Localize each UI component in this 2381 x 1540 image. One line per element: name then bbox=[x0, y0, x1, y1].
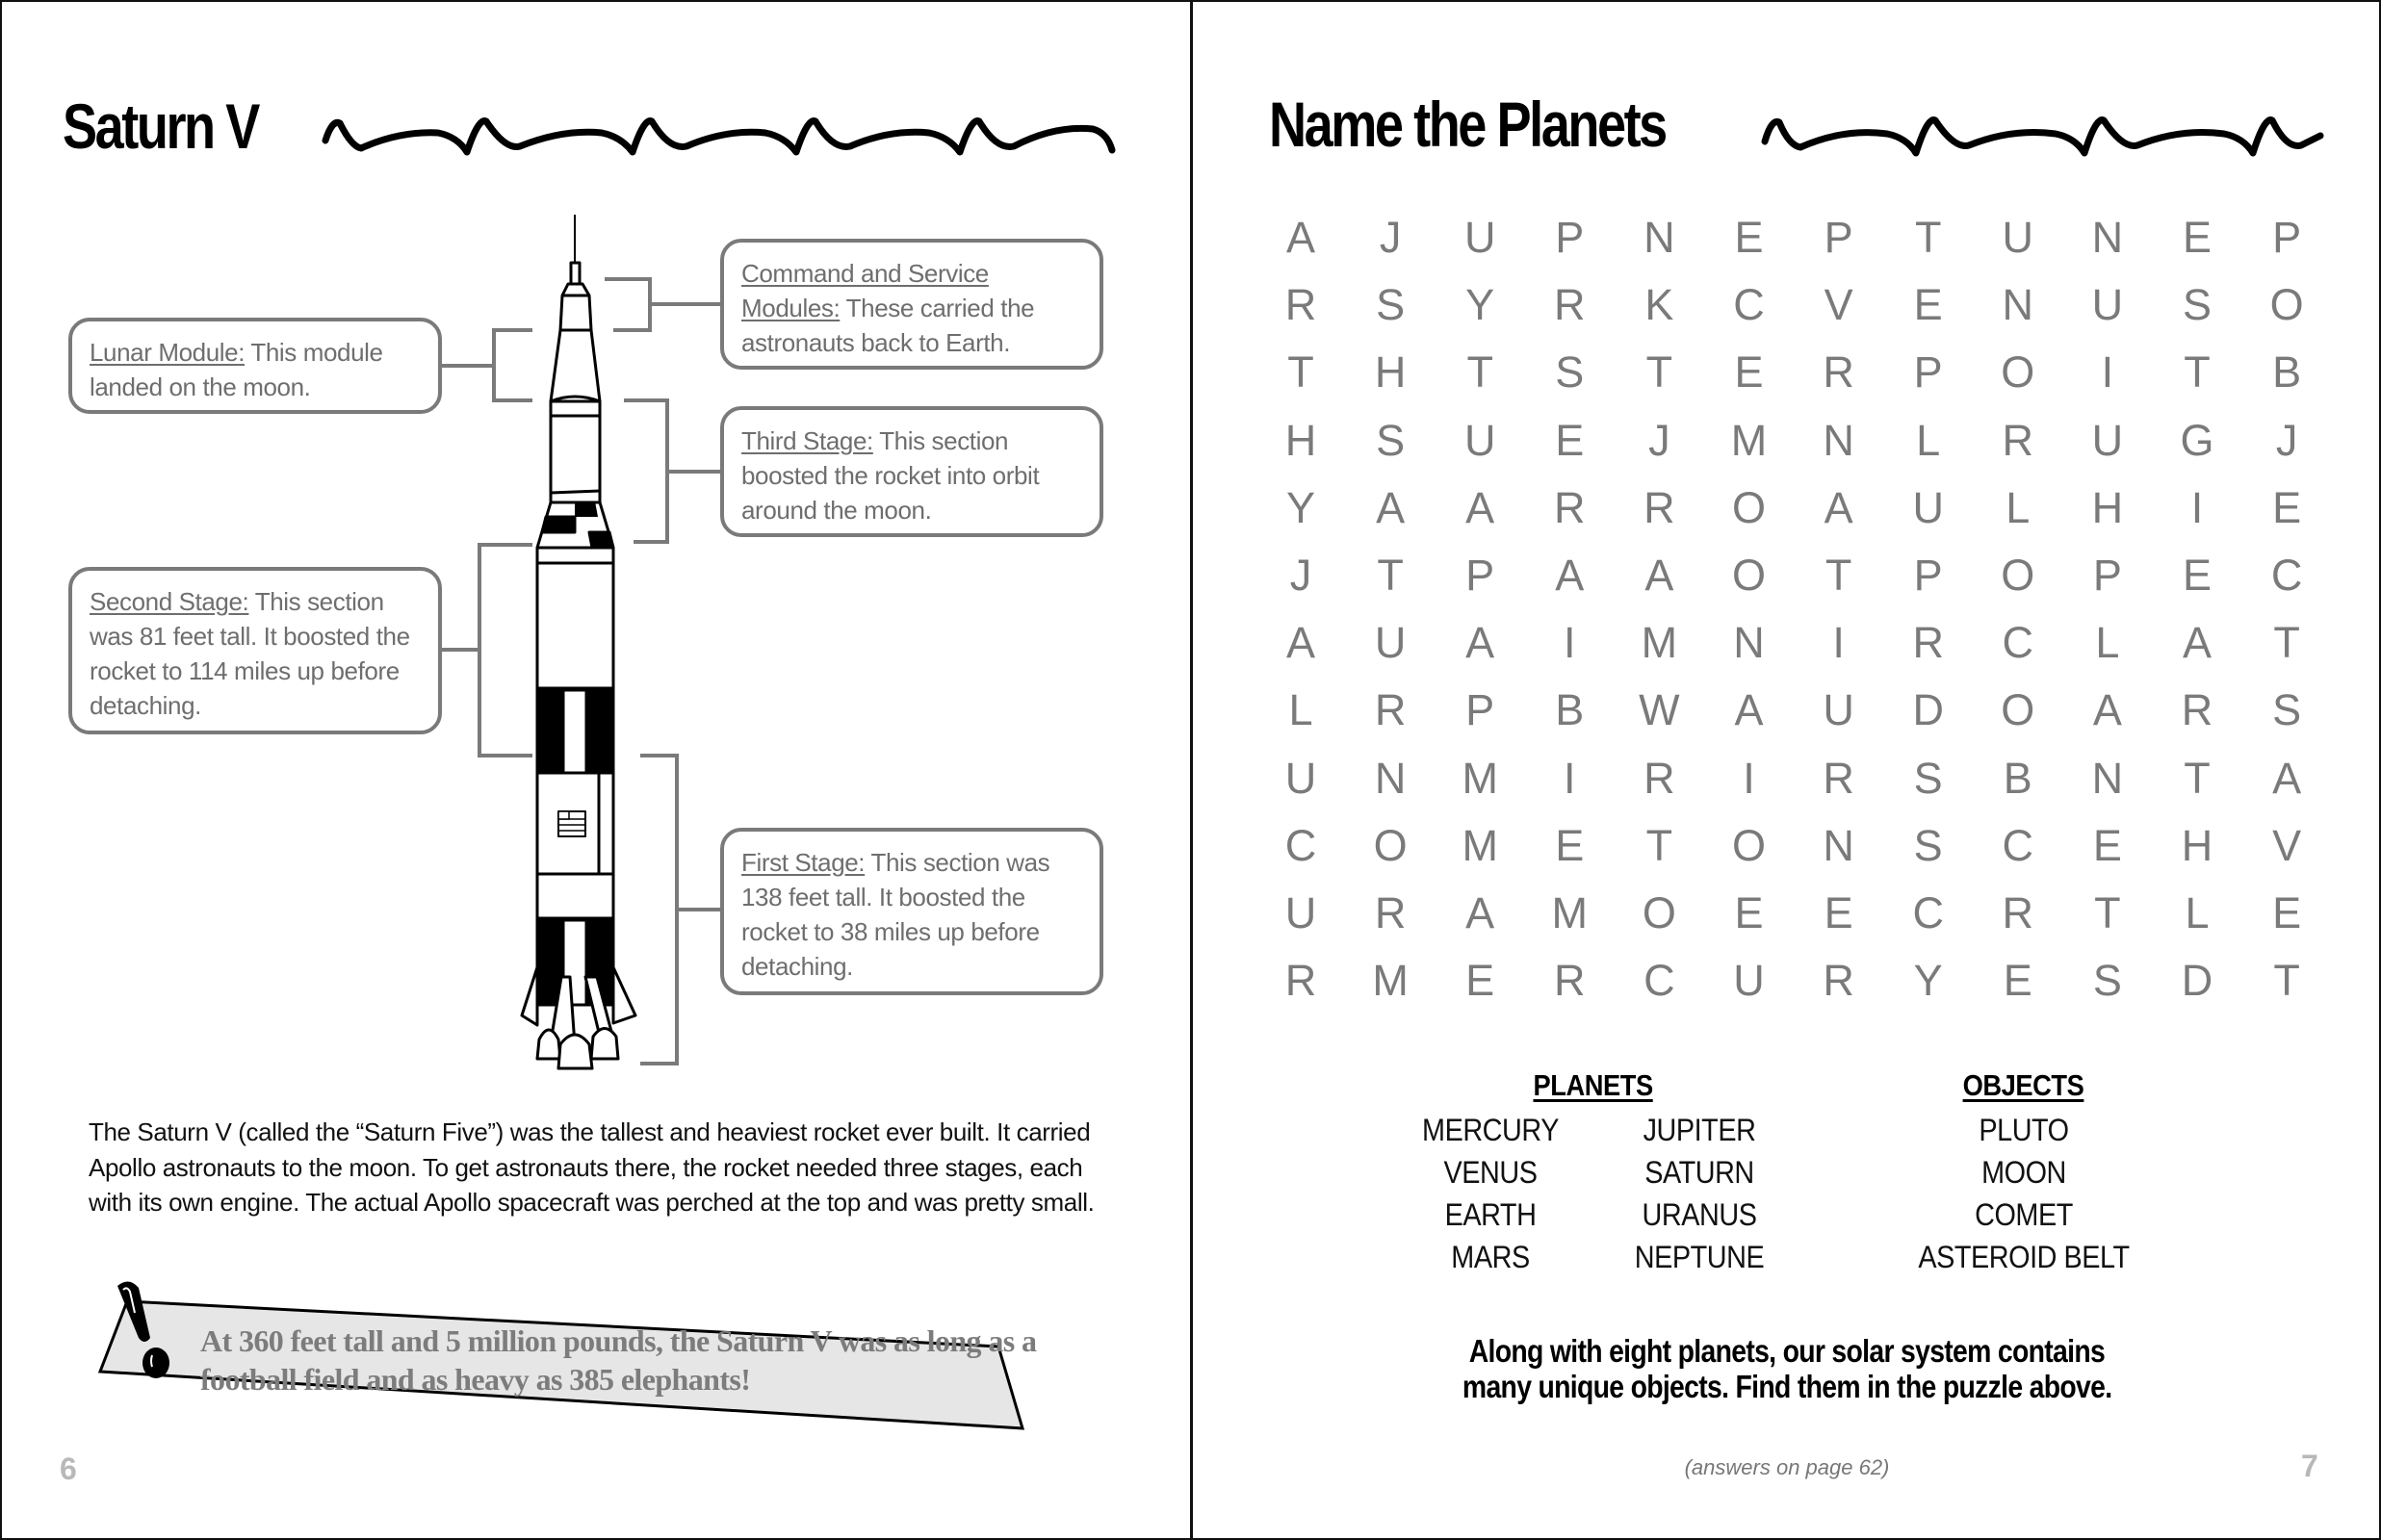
word-list-item: JUPITER bbox=[1643, 1113, 1756, 1147]
grid-cell[interactable]: R bbox=[1643, 753, 1675, 803]
grid-cell[interactable]: B bbox=[2003, 753, 2032, 803]
grid-cell[interactable]: P bbox=[1824, 213, 1853, 262]
grid-cell[interactable]: W bbox=[1639, 685, 1680, 735]
grid-cell[interactable]: M bbox=[1462, 753, 1498, 803]
grid-cell[interactable]: U bbox=[1284, 888, 1317, 937]
grid-cell[interactable]: S bbox=[2182, 280, 2212, 330]
left-page bbox=[0, 0, 1190, 1540]
grid-cell[interactable]: M bbox=[1551, 888, 1589, 937]
grid-cell[interactable]: P bbox=[1465, 685, 1495, 735]
objects-heading: OBJECTS bbox=[1962, 1068, 2084, 1102]
grid-cell[interactable]: S bbox=[1555, 347, 1585, 398]
grid-cell[interactable]: A bbox=[1285, 618, 1315, 668]
answers-reference: (answers on page 62) bbox=[1684, 1455, 1890, 1479]
grid-cell[interactable]: J bbox=[1289, 551, 1312, 600]
grid-cell[interactable]: I bbox=[2190, 482, 2204, 532]
grid-cell[interactable]: T bbox=[1377, 551, 1404, 600]
grid-cell[interactable]: H bbox=[2091, 482, 2124, 532]
grid-cell[interactable]: Y bbox=[1913, 956, 1943, 1006]
grid-cell[interactable]: O bbox=[2001, 347, 2035, 398]
grid-cell[interactable]: N bbox=[2091, 213, 2124, 262]
grid-cell[interactable]: J bbox=[1648, 415, 1670, 465]
grid-cell[interactable]: U bbox=[2091, 280, 2124, 330]
grid-cell[interactable]: E bbox=[2272, 888, 2302, 937]
grid-cell[interactable]: A bbox=[2182, 618, 2212, 668]
page-title: Name the Planets bbox=[1269, 89, 1666, 160]
grid-cell[interactable]: O bbox=[1731, 482, 1766, 532]
grid-cell[interactable]: T bbox=[1645, 820, 1673, 870]
instructions-line-2: many unique objects. Find them in the puzzle above. bbox=[1462, 1369, 2112, 1404]
grid-cell[interactable]: I bbox=[2101, 347, 2114, 398]
grid-cell[interactable]: K bbox=[1644, 280, 1674, 330]
grid-cell[interactable]: B bbox=[2272, 347, 2302, 398]
callout-text: This module landed on the moon. bbox=[90, 338, 383, 401]
callout-lunar-module bbox=[68, 318, 442, 414]
grid-cell[interactable]: C bbox=[1733, 280, 1765, 330]
callout-term: Command and Service Modules: bbox=[741, 259, 989, 322]
grid-cell[interactable]: D bbox=[2181, 956, 2213, 1006]
grid-cell[interactable]: A bbox=[2092, 685, 2122, 735]
grid-cell[interactable]: N bbox=[1733, 618, 1765, 668]
word-list-item: MARS bbox=[1451, 1240, 1530, 1274]
grid-cell[interactable]: O bbox=[1731, 820, 1766, 870]
callout-term: First Stage: bbox=[741, 848, 866, 877]
grid-cell[interactable]: R bbox=[2002, 888, 2034, 937]
grid-cell[interactable]: U bbox=[1733, 956, 1765, 1006]
word-list-item: URANUS bbox=[1642, 1197, 1757, 1232]
grid-cell[interactable]: U bbox=[2002, 213, 2034, 262]
grid-cell[interactable]: T bbox=[1914, 213, 1942, 262]
grid-cell[interactable]: E bbox=[2092, 820, 2122, 870]
grid-cell[interactable]: G bbox=[2180, 415, 2214, 465]
page-title: Saturn V bbox=[63, 90, 258, 162]
grid-cell[interactable]: T bbox=[1287, 347, 1314, 398]
grid-cell[interactable]: M bbox=[1462, 820, 1498, 870]
callout-first-stage bbox=[720, 828, 1103, 995]
grid-cell[interactable]: B bbox=[1555, 685, 1585, 735]
grid-cell[interactable]: A bbox=[1555, 551, 1585, 600]
word-list-item: VENUS bbox=[1443, 1155, 1538, 1190]
grid-cell[interactable]: N bbox=[1643, 213, 1675, 262]
grid-cell[interactable]: S bbox=[1913, 753, 1943, 803]
body-paragraph: The Saturn V (called the “Saturn Five”) was the tallest and heaviest rocket ever built. It carried Apollo astronauts to the moon. To get astronauts there, the rocket needed three stages, each with its own engine. The actual Apollo spacecraft was perched at the top and was pretty small. bbox=[89, 1117, 1095, 1217]
grid-cell[interactable]: O bbox=[2269, 280, 2304, 330]
grid-cell[interactable]: I bbox=[1743, 753, 1755, 803]
grid-cell[interactable]: E bbox=[2182, 213, 2212, 262]
grid-cell[interactable]: O bbox=[1642, 888, 1676, 937]
callout-text: This section boosted the rocket into orbit around the moon. bbox=[741, 426, 1040, 525]
grid-cell[interactable]: A bbox=[1465, 482, 1495, 532]
grid-cell[interactable]: R bbox=[1823, 753, 1854, 803]
grid-cell[interactable]: A bbox=[2272, 753, 2302, 803]
callout-term: Third Stage: bbox=[741, 426, 873, 455]
callout-text: This section was 138 feet tall. It boosted the rocket to 38 miles up before detaching. bbox=[741, 848, 1050, 981]
grid-cell[interactable]: C bbox=[1643, 956, 1675, 1006]
word-list-item: PLUTO bbox=[1979, 1113, 2069, 1147]
grid-cell[interactable]: S bbox=[1913, 820, 1943, 870]
grid-cell[interactable]: I bbox=[1564, 618, 1576, 668]
grid-cell[interactable]: E bbox=[1465, 956, 1495, 1006]
grid-cell[interactable]: T bbox=[2184, 753, 2211, 803]
grid-cell[interactable]: O bbox=[1373, 820, 1408, 870]
grid-cell[interactable]: N bbox=[2002, 280, 2034, 330]
instructions-line-1: Along with eight planets, our solar system contains bbox=[1468, 1333, 2106, 1369]
grid-cell[interactable]: O bbox=[2001, 685, 2035, 735]
grid-cell[interactable]: L bbox=[2006, 482, 2031, 532]
grid-cell[interactable]: R bbox=[2181, 685, 2213, 735]
grid-cell[interactable]: A bbox=[1824, 482, 1853, 532]
grid-cell[interactable]: T bbox=[1466, 347, 1493, 398]
grid-cell[interactable]: C bbox=[2002, 618, 2034, 668]
grid-cell[interactable]: R bbox=[2002, 415, 2034, 465]
word-list-item: SATURN bbox=[1644, 1155, 1754, 1190]
grid-cell[interactable]: D bbox=[1912, 685, 1944, 735]
grid-cell[interactable]: L bbox=[1288, 685, 1313, 735]
page-divider bbox=[1190, 0, 1193, 1540]
grid-cell[interactable]: J bbox=[1379, 213, 1402, 262]
grid-cell[interactable]: T bbox=[2273, 956, 2300, 1006]
grid-cell[interactable]: E bbox=[2272, 482, 2302, 532]
grid-cell[interactable]: E bbox=[1824, 888, 1853, 937]
grid-cell[interactable]: A bbox=[1465, 618, 1495, 668]
callout-term: Lunar Module: bbox=[90, 338, 246, 367]
grid-cell[interactable]: S bbox=[1376, 415, 1406, 465]
grid-cell[interactable]: T bbox=[2273, 618, 2300, 668]
grid-cell[interactable]: R bbox=[1643, 482, 1675, 532]
word-list-item: NEPTUNE bbox=[1634, 1240, 1765, 1274]
grid-cell[interactable]: S bbox=[2092, 956, 2122, 1006]
grid-cell[interactable]: R bbox=[1823, 956, 1854, 1006]
fact-text: At 360 feet tall and 5 million pounds, the Saturn V was as long as a football field and as heavy as 385 elephants! bbox=[200, 1323, 1037, 1397]
grid-cell[interactable]: U bbox=[1374, 618, 1407, 668]
grid-cell[interactable]: U bbox=[1463, 213, 1496, 262]
grid-cell[interactable]: P bbox=[1913, 551, 1943, 600]
grid-cell[interactable]: I bbox=[1564, 753, 1576, 803]
grid-cell[interactable]: L bbox=[2185, 888, 2210, 937]
grid-cell[interactable]: U bbox=[1912, 482, 1944, 532]
grid-cell[interactable]: A bbox=[1285, 213, 1315, 262]
grid-cell[interactable]: E bbox=[1555, 415, 1585, 465]
grid-cell[interactable]: S bbox=[1376, 280, 1406, 330]
grid-cell[interactable]: Y bbox=[1465, 280, 1495, 330]
instructions-note bbox=[1193, 1333, 2381, 1404]
grid-cell[interactable]: M bbox=[1372, 956, 1409, 1006]
grid-cell[interactable]: R bbox=[1284, 956, 1317, 1006]
grid-cell[interactable]: J bbox=[2275, 415, 2298, 465]
grid-cell[interactable]: R bbox=[1554, 280, 1586, 330]
word-list-item: COMET bbox=[1975, 1197, 2073, 1232]
callout-command-service-modules bbox=[720, 239, 1103, 370]
grid-cell[interactable]: O bbox=[2001, 551, 2035, 600]
callout-term: Second Stage: bbox=[90, 587, 249, 616]
grid-cell[interactable]: A bbox=[1644, 551, 1674, 600]
grid-cell[interactable]: E bbox=[1734, 213, 1764, 262]
grid-cell[interactable]: R bbox=[1554, 482, 1586, 532]
grid-cell[interactable]: L bbox=[1916, 415, 1941, 465]
grid-cell[interactable]: S bbox=[2272, 685, 2302, 735]
grid-cell[interactable]: P bbox=[1913, 347, 1943, 398]
grid-cell[interactable]: M bbox=[1641, 618, 1678, 668]
grid-cell[interactable]: A bbox=[1734, 685, 1764, 735]
word-list-item: MERCURY bbox=[1422, 1113, 1559, 1147]
grid-cell[interactable]: R bbox=[1554, 956, 1586, 1006]
grid-cell[interactable]: R bbox=[1374, 685, 1407, 735]
grid-cell[interactable]: E bbox=[2003, 956, 2032, 1006]
grid-cell[interactable]: L bbox=[2095, 618, 2120, 668]
grid-cell[interactable]: N bbox=[1823, 415, 1854, 465]
grid-cell[interactable]: P bbox=[1555, 213, 1585, 262]
grid-cell[interactable]: E bbox=[1734, 347, 1764, 398]
grid-cell[interactable]: Y bbox=[1285, 482, 1315, 532]
grid-cell[interactable]: P bbox=[2272, 213, 2302, 262]
grid-cell[interactable]: T bbox=[1645, 347, 1673, 398]
grid-cell[interactable]: E bbox=[1555, 820, 1585, 870]
exclamation-icon bbox=[110, 1278, 177, 1384]
grid-cell[interactable]: I bbox=[1832, 618, 1845, 668]
grid-cell[interactable]: R bbox=[1912, 618, 1944, 668]
page-number: 6 bbox=[60, 1451, 77, 1486]
grid-cell[interactable]: V bbox=[1824, 280, 1853, 330]
grid-cell[interactable]: N bbox=[1374, 753, 1407, 803]
callout-text: This section was 81 feet tall. It boosted the rocket to 114 miles up before detaching. bbox=[90, 587, 410, 720]
grid-cell[interactable]: C bbox=[1912, 888, 1944, 937]
grid-cell[interactable]: O bbox=[1731, 551, 1766, 600]
grid-cell[interactable]: N bbox=[2091, 753, 2124, 803]
grid-cell[interactable]: R bbox=[1284, 280, 1317, 330]
grid-cell[interactable]: E bbox=[2182, 551, 2212, 600]
grid-cell[interactable]: R bbox=[1374, 888, 1407, 937]
grid-cell[interactable]: H bbox=[1284, 415, 1317, 465]
grid-cell[interactable]: U bbox=[1823, 685, 1854, 735]
word-list-item: EARTH bbox=[1444, 1197, 1537, 1232]
grid-cell[interactable]: C bbox=[2002, 820, 2034, 870]
planets-heading: PLANETS bbox=[1533, 1068, 1653, 1102]
grid-cell[interactable]: U bbox=[1284, 753, 1317, 803]
grid-cell[interactable]: E bbox=[1734, 888, 1764, 937]
callout-text: These carried the astronauts back to Earth. bbox=[741, 294, 1035, 357]
grid-cell[interactable]: P bbox=[2092, 551, 2122, 600]
wavy-line-decoration bbox=[1762, 111, 2325, 159]
word-list-item: ASTEROID BELT bbox=[1918, 1240, 2130, 1274]
grid-cell[interactable]: C bbox=[2270, 551, 2303, 600]
grid-cell[interactable]: U bbox=[1463, 415, 1496, 465]
page-number: 7 bbox=[2301, 1449, 2318, 1483]
grid-cell[interactable]: H bbox=[1374, 347, 1407, 398]
grid-cell[interactable]: P bbox=[1465, 551, 1495, 600]
grid-cell[interactable]: U bbox=[2091, 415, 2124, 465]
grid-cell[interactable]: N bbox=[1823, 820, 1854, 870]
grid-cell[interactable]: E bbox=[1913, 280, 1943, 330]
grid-cell[interactable]: T bbox=[2094, 888, 2121, 937]
grid-cell[interactable]: A bbox=[1376, 482, 1406, 532]
grid-cell[interactable]: C bbox=[1284, 820, 1317, 870]
grid-cell[interactable]: M bbox=[1730, 415, 1768, 465]
word-list-item: MOON bbox=[1981, 1155, 2066, 1190]
grid-cell[interactable]: T bbox=[1825, 551, 1852, 600]
grid-cell[interactable]: T bbox=[2184, 347, 2211, 398]
callout-second-stage bbox=[68, 567, 442, 734]
grid-cell[interactable]: R bbox=[1823, 347, 1854, 398]
grid-cell[interactable]: H bbox=[2181, 820, 2213, 870]
grid-cell[interactable]: V bbox=[2272, 820, 2302, 870]
grid-cell[interactable]: A bbox=[1465, 888, 1495, 937]
callout-third-stage bbox=[720, 406, 1103, 537]
